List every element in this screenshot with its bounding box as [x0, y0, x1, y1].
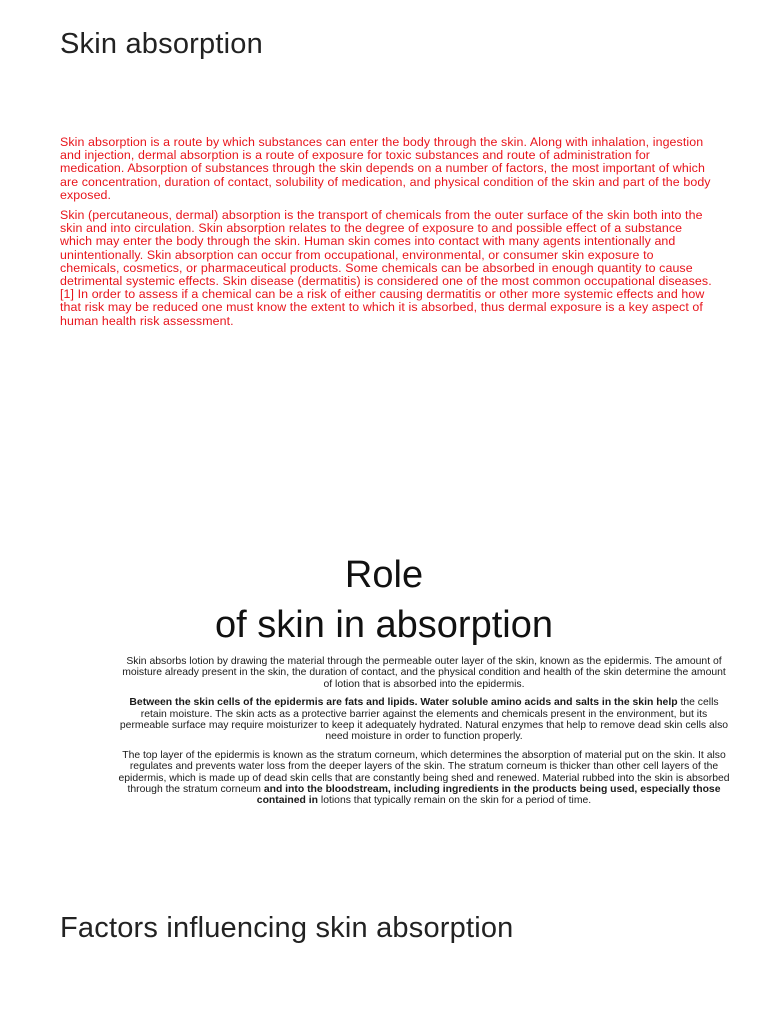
section-title-role-of-skin	[0, 550, 768, 650]
title-line-1: Role	[344, 554, 424, 596]
paragraph-lipids-bold: Between the skin cells of the epidermis are fats and lipids. Water soluble amino acids and salts in the skin help	[129, 697, 678, 709]
paragraph-stratum-start: The top layer of the epidermis is known as the stratum corneum, which determines the absorption of material put on the skin. It also regulates and prevents water loss from the deeper layers of the skin. The stratum corneum is thicker than other cell layers of the epidermis, which is made up of dead skin cells that are constantly being shed and renewed. Material rubbed into the skin is absorbed through the stratum corneum	[118, 749, 730, 796]
paragraph-stratum-bold: and into the bloodstream, including ingredients in the products being used, especially those contained in	[256, 784, 721, 807]
paragraph-lotion: Skin absorbs lotion by drawing the material through the permeable outer layer of the skin, known as the epidermis. The amount of moisture already present in the skin, the duration of contact, and the physical condition and health of the skin determine the amount of lotion that is absorbed into the epidermis.	[122, 656, 726, 690]
paragraph-lipids	[118, 697, 730, 743]
paragraph-lipids-rest: the cells retain moisture. The skin acts as a protective barrier against the elements and chemicals present in the environment, but its permeable surface may require moisturizer to keep it adequately hydrated. Natural enzymes that help to remove dead skin cells also need moisture in order to function properly.	[119, 697, 729, 743]
section-title-factors: Factors influencing skin absorption	[60, 912, 514, 944]
title-line-2: of skin in absorption	[215, 604, 553, 646]
paragraph-definition: Skin absorption is a route by which substances can enter the body through the skin. Along with inhalation, ingestion and injection, dermal absorption is a route of exposure for toxic substances and route of administration for medication. Absorption of substances through the skin depends on a number of factors, the most important of which are concentration, duration of contact, solubility of medication, and physical condition of the skin and part of the body exposed.	[60, 135, 711, 202]
role-text-block	[118, 656, 730, 814]
paragraph-percutaneous: Skin (percutaneous, dermal) absorption is the transport of chemicals from the outer surface of the skin both into the skin and into circulation. Skin absorption relates to the degree of exposure to and possible effect of a substance which may enter the body through the skin. Human skin comes into contact with many agents intentionally and unintentionally. Skin absorption can occur from occupational, environmental, or consumer skin exposure to chemicals, cosmetics, or pharmaceutical products. Some chemicals can be absorbed in enough quantity to cause detrimental systemic effects. Skin disease (dermatitis) is considered one of the most common occupational diseases.[1] In order to assess if a chemical can be a risk of either causing dermatitis or other more systemic effects and how that risk may be reduced one must know the extent to which it is absorbed, thus dermal exposure is a key aspect of human health risk assessment.	[60, 208, 712, 328]
skin-absorption-text-block	[60, 136, 712, 335]
paragraph-stratum-corneum	[118, 750, 730, 807]
paragraph-stratum-end: lotions that typically remain on the skin for a period of time.	[318, 795, 592, 807]
section-title-skin-absorption: Skin absorption	[60, 28, 263, 60]
